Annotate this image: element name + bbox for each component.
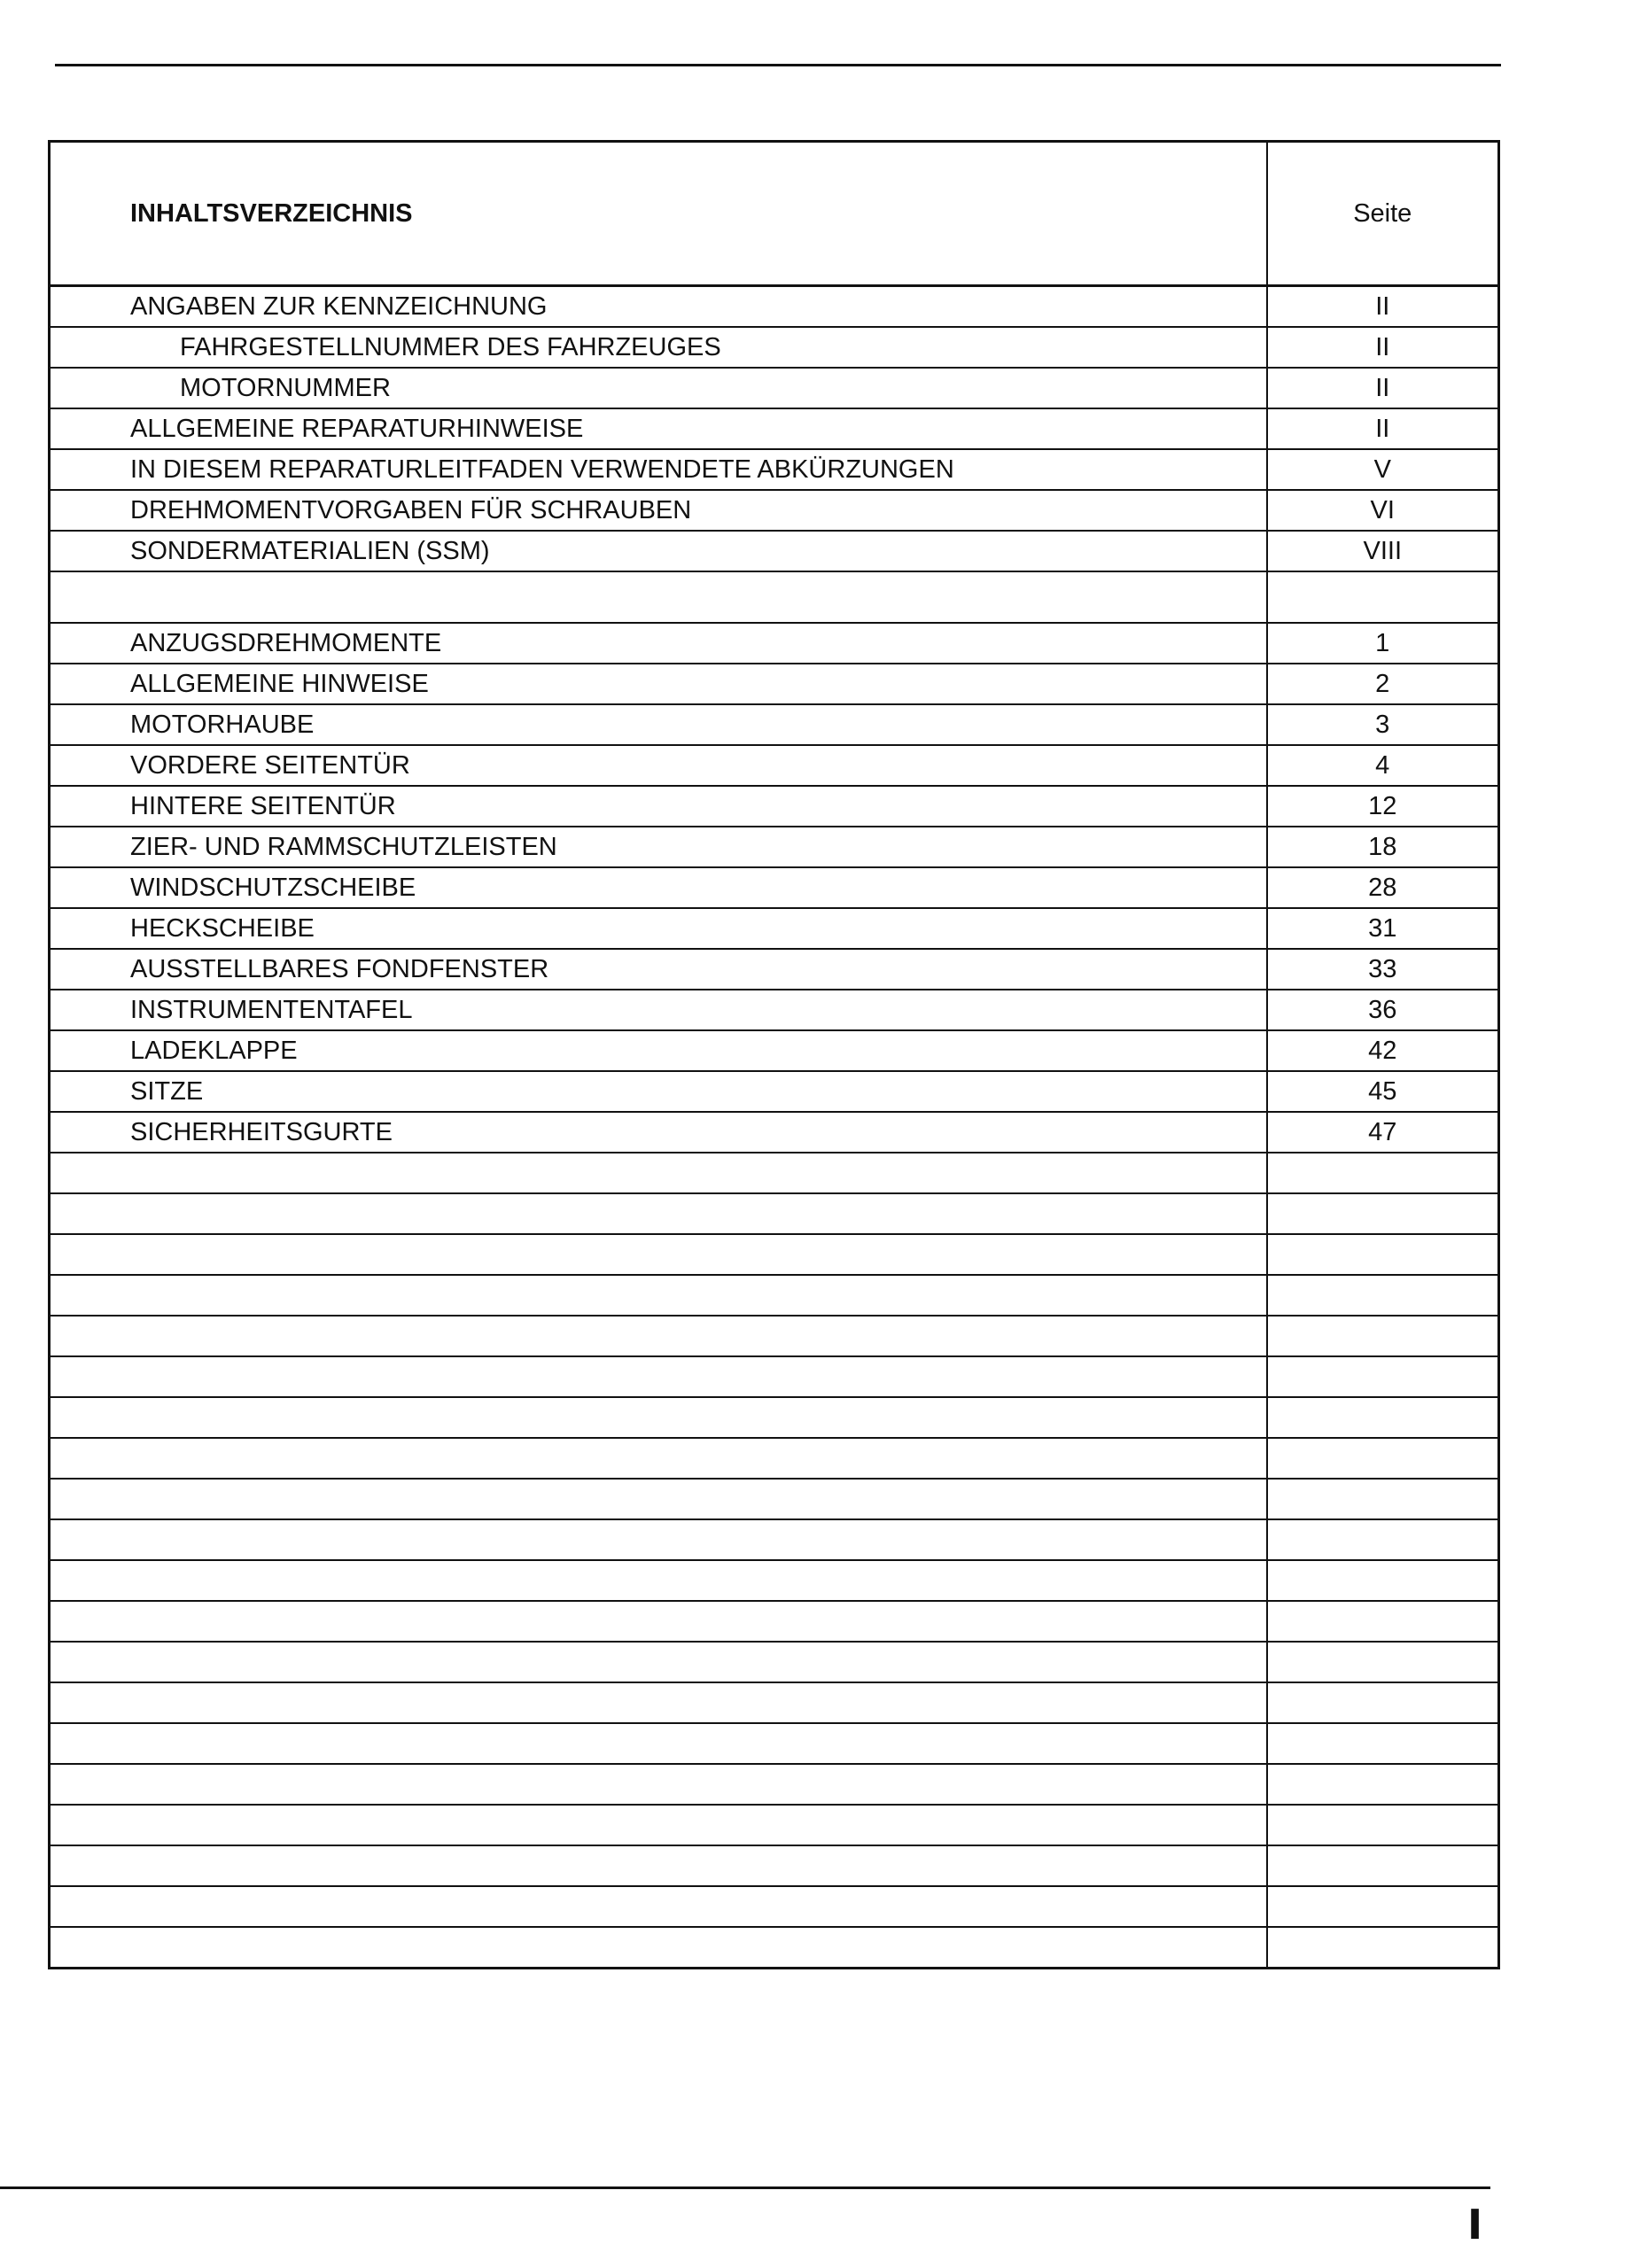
toc-blank-row xyxy=(50,1153,1499,1193)
toc-blank-cell xyxy=(1267,1397,1499,1438)
toc-entry-row xyxy=(50,908,1499,949)
toc-blank-cell xyxy=(1267,1275,1499,1316)
toc-blank-cell xyxy=(50,1886,1267,1927)
toc-entry-page: 33 xyxy=(1267,949,1499,990)
toc-entry-page: 4 xyxy=(1267,745,1499,786)
toc-blank-cell xyxy=(50,1764,1267,1805)
toc-blank-cell xyxy=(1267,1682,1499,1723)
toc-blank-cell xyxy=(1267,1723,1499,1764)
toc-blank-cell xyxy=(50,1601,1267,1642)
toc-blank-cell xyxy=(1267,1886,1499,1927)
toc-blank-cell xyxy=(50,1682,1267,1723)
toc-blank-row xyxy=(50,1805,1499,1845)
toc-entry-row xyxy=(50,745,1499,786)
toc-blank-cell xyxy=(50,1927,1267,1969)
toc-blank-cell xyxy=(50,1234,1267,1275)
toc-header-row xyxy=(50,142,1499,286)
toc-entry-page: II xyxy=(1267,408,1499,449)
toc-entry-title: ZIER- UND RAMMSCHUTZLEISTEN xyxy=(50,827,1267,867)
toc-entry-page: 28 xyxy=(1267,867,1499,908)
toc-blank-row xyxy=(50,1642,1499,1682)
toc-entry-row xyxy=(50,368,1499,408)
toc-blank-cell xyxy=(50,1275,1267,1316)
toc-entry-page: 1 xyxy=(1267,623,1499,664)
top-rule xyxy=(55,64,1501,66)
toc-blank-cell xyxy=(50,1805,1267,1845)
toc-entry-page: V xyxy=(1267,449,1499,490)
toc-entry-title: VORDERE SEITENTÜR xyxy=(50,745,1267,786)
toc-blank-cell xyxy=(50,571,1267,623)
toc-blank-cell xyxy=(1267,1316,1499,1356)
toc-title: INHALTSVERZEICHNIS xyxy=(50,142,1267,286)
toc-entry-title: LADEKLAPPE xyxy=(50,1030,1267,1071)
toc-entry-title: HINTERE SEITENTÜR xyxy=(50,786,1267,827)
toc-entry-title: MOTORNUMMER xyxy=(50,368,1267,408)
toc-entry-page: 47 xyxy=(1267,1112,1499,1153)
toc-blank-row xyxy=(50,1193,1499,1234)
toc-entry-row xyxy=(50,531,1499,571)
toc-blank-cell xyxy=(50,1519,1267,1560)
toc-blank-row xyxy=(50,1682,1499,1723)
toc-entry-title: SITZE xyxy=(50,1071,1267,1112)
toc-entry-row xyxy=(50,327,1499,368)
toc-entry-row xyxy=(50,867,1499,908)
table-of-contents xyxy=(48,140,1500,1969)
toc-blank-cell xyxy=(50,1356,1267,1397)
toc-blank-cell xyxy=(50,1193,1267,1234)
toc-blank-cell xyxy=(50,1153,1267,1193)
toc-entry-title: WINDSCHUTZSCHEIBE xyxy=(50,867,1267,908)
toc-blank-row xyxy=(50,1519,1499,1560)
toc-blank-row xyxy=(50,1479,1499,1519)
toc-entry-row xyxy=(50,1030,1499,1071)
toc-body xyxy=(50,286,1499,1969)
toc-blank-cell xyxy=(1267,1845,1499,1886)
toc-blank-row xyxy=(50,1316,1499,1356)
toc-entry-row xyxy=(50,704,1499,745)
toc-entry-row xyxy=(50,286,1499,328)
toc-blank-row xyxy=(50,1356,1499,1397)
toc-blank-cell xyxy=(50,1723,1267,1764)
toc-entry-page: VIII xyxy=(1267,531,1499,571)
toc-blank-row xyxy=(50,1234,1499,1275)
toc-entry-title: MOTORHAUBE xyxy=(50,704,1267,745)
toc-blank-cell xyxy=(1267,1153,1499,1193)
toc-blank-row xyxy=(50,1438,1499,1479)
page-number: I xyxy=(1467,2201,1483,2249)
toc-blank-cell xyxy=(1267,571,1499,623)
toc-entry-row xyxy=(50,1112,1499,1153)
toc-entry-row xyxy=(50,664,1499,704)
toc-blank-row xyxy=(50,1560,1499,1601)
toc-blank-row xyxy=(50,1764,1499,1805)
toc-blank-cell xyxy=(1267,1234,1499,1275)
toc-blank-cell xyxy=(1267,1601,1499,1642)
toc-entry-row xyxy=(50,1071,1499,1112)
toc-entry-title: HECKSCHEIBE xyxy=(50,908,1267,949)
toc-blank-row xyxy=(50,1845,1499,1886)
toc-entry-page: 2 xyxy=(1267,664,1499,704)
toc-entry-page: 18 xyxy=(1267,827,1499,867)
toc-entry-page: 45 xyxy=(1267,1071,1499,1112)
toc-blank-row xyxy=(50,1723,1499,1764)
toc-entry-page: II xyxy=(1267,327,1499,368)
toc-entry-row xyxy=(50,827,1499,867)
toc-entry-row xyxy=(50,623,1499,664)
toc-blank-cell xyxy=(1267,1927,1499,1969)
toc-entry-page: 42 xyxy=(1267,1030,1499,1071)
toc-entry-title: DREHMOMENTVORGABEN FÜR SCHRAUBEN xyxy=(50,490,1267,531)
toc-blank-cell xyxy=(50,1479,1267,1519)
toc-entry-title: AUSSTELLBARES FONDFENSTER xyxy=(50,949,1267,990)
toc-blank-cell xyxy=(50,1560,1267,1601)
toc-blank-cell xyxy=(50,1642,1267,1682)
toc-entry-title: FAHRGESTELLNUMMER DES FAHRZEUGES xyxy=(50,327,1267,368)
toc-entry-title: ANZUGSDREHMOMENTE xyxy=(50,623,1267,664)
toc-blank-cell xyxy=(50,1397,1267,1438)
toc-entry-row xyxy=(50,949,1499,990)
toc-blank-cell xyxy=(1267,1193,1499,1234)
toc-entry-title: ALLGEMEINE HINWEISE xyxy=(50,664,1267,704)
toc-blank-row xyxy=(50,1397,1499,1438)
toc-blank-cell xyxy=(1267,1356,1499,1397)
toc-entry-title: INSTRUMENTENTAFEL xyxy=(50,990,1267,1030)
toc-blank-row xyxy=(50,1601,1499,1642)
toc-entry-title: SICHERHEITSGURTE xyxy=(50,1112,1267,1153)
toc-entry-page: VI xyxy=(1267,490,1499,531)
toc-blank-row xyxy=(50,1275,1499,1316)
toc-blank-cell xyxy=(1267,1519,1499,1560)
toc-blank-cell xyxy=(1267,1642,1499,1682)
toc-entry-page: 12 xyxy=(1267,786,1499,827)
toc-entry-page: 31 xyxy=(1267,908,1499,949)
toc-entry-title: IN DIESEM REPARATURLEITFADEN VERWENDETE ABKÜRZUNGEN xyxy=(50,449,1267,490)
toc-blank-row xyxy=(50,1927,1499,1969)
toc-entry-page: 36 xyxy=(1267,990,1499,1030)
toc-entry-row xyxy=(50,449,1499,490)
toc-entry-title: ALLGEMEINE REPARATURHINWEISE xyxy=(50,408,1267,449)
toc-blank-row xyxy=(50,1886,1499,1927)
toc-entry-page: II xyxy=(1267,286,1499,328)
toc-entry-row xyxy=(50,990,1499,1030)
toc-entry-row xyxy=(50,786,1499,827)
toc-blank-cell xyxy=(1267,1479,1499,1519)
page-column-header: Seite xyxy=(1267,142,1499,286)
toc-entry-title: ANGABEN ZUR KENNZEICHNUNG xyxy=(50,286,1267,328)
toc-entry-page: II xyxy=(1267,368,1499,408)
toc-blank-cell xyxy=(50,1438,1267,1479)
toc-blank-cell xyxy=(1267,1438,1499,1479)
bottom-rule xyxy=(0,2186,1490,2189)
toc-entry-page: 3 xyxy=(1267,704,1499,745)
toc-entry-row xyxy=(50,490,1499,531)
toc-blank-cell xyxy=(1267,1764,1499,1805)
toc-blank-cell xyxy=(50,1316,1267,1356)
toc-blank-row xyxy=(50,571,1499,623)
toc-blank-cell xyxy=(1267,1805,1499,1845)
toc-blank-cell xyxy=(1267,1560,1499,1601)
toc-entry-title: SONDERMATERIALIEN (SSM) xyxy=(50,531,1267,571)
toc-blank-cell xyxy=(50,1845,1267,1886)
toc-entry-row xyxy=(50,408,1499,449)
